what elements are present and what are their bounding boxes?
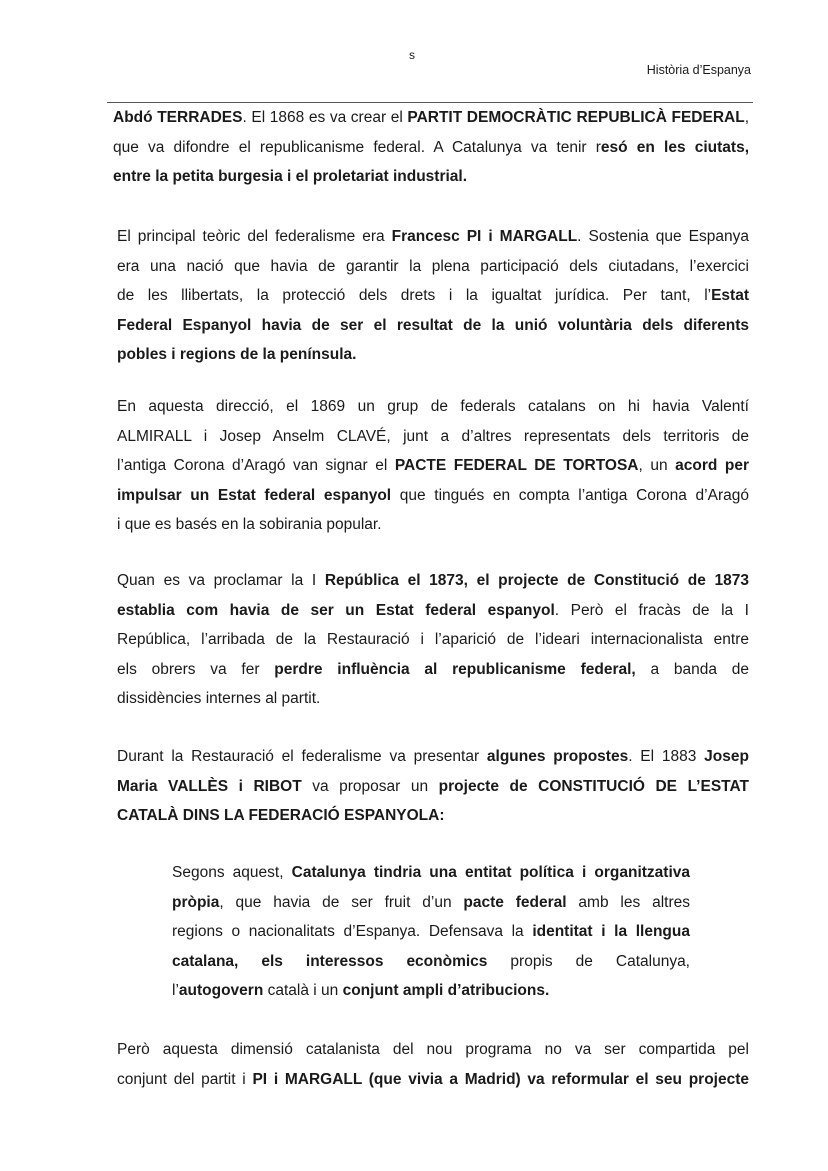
text-line — [117, 510, 749, 540]
text-run: regions o nacionalitats d’Espanya. Defensava la — [172, 923, 533, 941]
text-line — [172, 858, 690, 888]
text-run: El principal teòric del federalisme era — [117, 228, 392, 245]
bold-text-run: Federal Espanyol havia de ser el resultat de la unió voluntària dels diferents — [117, 316, 749, 334]
text-run: de les llibertats, la protecció dels drets i la igualtat jurídica. Per tant, l’ — [117, 287, 712, 305]
text-line — [117, 340, 749, 370]
text-run: era una nació que havia de garantir la plena participació dels ciutadans, l’exercici — [117, 257, 749, 275]
page-marker: s — [409, 48, 415, 62]
bold-text-run: pobles i regions de la península. — [117, 346, 357, 364]
bold-text-run: Josep — [704, 748, 749, 765]
text-run: a banda de — [635, 660, 749, 678]
bold-text-run: identitat i la llengua — [532, 923, 690, 941]
paragraph-restauracio — [117, 742, 749, 831]
text-line — [117, 281, 749, 311]
text-run: . El 1868 es va crear el — [242, 109, 408, 126]
text-run: Quan es va proclamar la I — [117, 572, 325, 589]
text-line — [117, 772, 749, 802]
text-line — [172, 947, 690, 977]
bold-text-run: PACTE FEDERAL DE TORTOSA — [394, 457, 639, 475]
bold-text-run: República el 1873, el projecte de Constitució de 1873 — [324, 572, 749, 589]
text-line — [172, 888, 690, 918]
bold-text-run: CATALÀ DINS LA FEDERACIÓ ESPANYOLA: — [117, 807, 445, 825]
text-run: Segons aquest, — [172, 864, 292, 881]
bold-text-run: impulsar un Estat federal espanyol — [117, 486, 392, 504]
text-run: Però aquesta dimensió catalanista del nou programa no va ser compartida pel — [117, 1041, 749, 1058]
bold-text-run: autogovern — [178, 982, 264, 1000]
text-line — [117, 1065, 749, 1095]
text-line — [113, 103, 749, 133]
bold-text-run: entre la petita burgesia i el proletariat industrial. — [113, 168, 468, 186]
text-line — [113, 133, 749, 163]
text-run: . El 1883 — [628, 748, 705, 765]
text-line — [117, 451, 749, 481]
text-line — [117, 625, 749, 655]
bold-text-run: Maria VALLÈS i RIBOT — [117, 777, 302, 795]
bold-text-run: algunes propostes — [486, 748, 629, 765]
bold-text-run: pròpia — [172, 893, 220, 911]
text-run: els obrers va fer — [117, 660, 275, 678]
text-run: conjunt del partit i — [117, 1070, 253, 1088]
text-run: propis de Catalunya, — [487, 952, 690, 970]
quote-block-constitucio — [172, 858, 690, 1006]
bold-text-run: PI i MARGALL (que vivia a Madrid) va reformular el seu projecte — [252, 1070, 749, 1088]
bold-text-run: perdre influència al republicanisme federal, — [274, 660, 636, 678]
text-run: ALMIRALL i Josep Anselm CLAVÉ, junt a d’altres representats dels territoris de — [117, 427, 749, 445]
text-run: En aquesta direcció, el 1869 un grup de federals catalans on hi havia Valentí — [117, 398, 749, 415]
text-run: i que es basés en la sobirania popular. — [117, 516, 382, 534]
bold-text-run: Abdó TERRADES — [113, 109, 243, 126]
bold-text-run: catalana, els interessos econòmics — [172, 952, 488, 970]
text-line — [117, 481, 749, 511]
text-run: , que havia de ser fruit d’un — [219, 893, 464, 911]
text-line — [117, 801, 749, 831]
text-line — [117, 1035, 749, 1065]
bold-text-run: Catalunya tindria una entitat política i organitzativa — [291, 864, 690, 881]
paragraph-pacte-tortosa — [117, 392, 749, 540]
text-run: l’ — [172, 982, 179, 1000]
bold-text-run: esó en les ciutats, — [600, 138, 749, 156]
text-line — [117, 684, 749, 714]
text-line — [117, 252, 749, 282]
bold-text-run: pacte federal — [463, 893, 567, 911]
text-line — [117, 655, 749, 685]
bold-text-run: conjunt ampli d’atribucions. — [342, 982, 550, 1000]
text-run: va proposar un — [301, 777, 439, 795]
text-run: , — [744, 109, 749, 126]
bold-text-run: establia com havia de ser un Estat federal espanyol — [117, 601, 555, 619]
text-run: l’antiga Corona d’Aragó van signar el — [117, 457, 395, 475]
paragraph-primera-republica — [117, 566, 749, 714]
text-run: que tingués en compta l’antiga Corona d’Aragó — [391, 486, 749, 504]
text-run: que va difondre el republicanisme federal. A Catalunya va tenir r — [113, 138, 601, 156]
text-line — [117, 596, 749, 626]
text-line — [113, 162, 749, 192]
bold-text-run: Estat — [711, 287, 749, 305]
text-line — [117, 566, 749, 596]
text-run: dissidències internes al partit. — [117, 690, 321, 708]
bold-text-run: PARTIT DEMOCRÀTIC REPUBLICÀ FEDERAL — [407, 109, 745, 126]
text-line — [117, 311, 749, 341]
bold-text-run: Francesc PI i MARGALL — [391, 228, 578, 245]
bold-text-run: projecte de CONSTITUCIÓ DE L’ESTAT — [438, 777, 749, 795]
paragraph-dimensio-catalanista — [117, 1035, 749, 1094]
text-line — [117, 422, 749, 452]
text-line — [172, 976, 690, 1006]
bold-text-run: acord per — [675, 457, 749, 475]
paragraph-partit-democratic — [113, 103, 749, 192]
text-line — [172, 917, 690, 947]
text-run: República, l’arribada de la Restauració i l’aparició de l’ideari internacionalista entre — [117, 631, 749, 649]
text-run: Durant la Restauració el federalisme va presentar — [117, 748, 487, 765]
text-line — [117, 222, 749, 252]
text-run: , un — [638, 457, 676, 475]
text-run: . Però el fracàs de la I — [554, 601, 749, 619]
text-line — [117, 392, 749, 422]
text-run: català i un — [263, 982, 343, 1000]
running-header-title: Història d’Espanya — [646, 63, 751, 77]
text-run: . Sostenia que Espanya — [577, 228, 749, 245]
paragraph-pi-i-margall — [117, 222, 749, 370]
text-run: amb les altres — [566, 893, 690, 911]
text-line — [117, 742, 749, 772]
